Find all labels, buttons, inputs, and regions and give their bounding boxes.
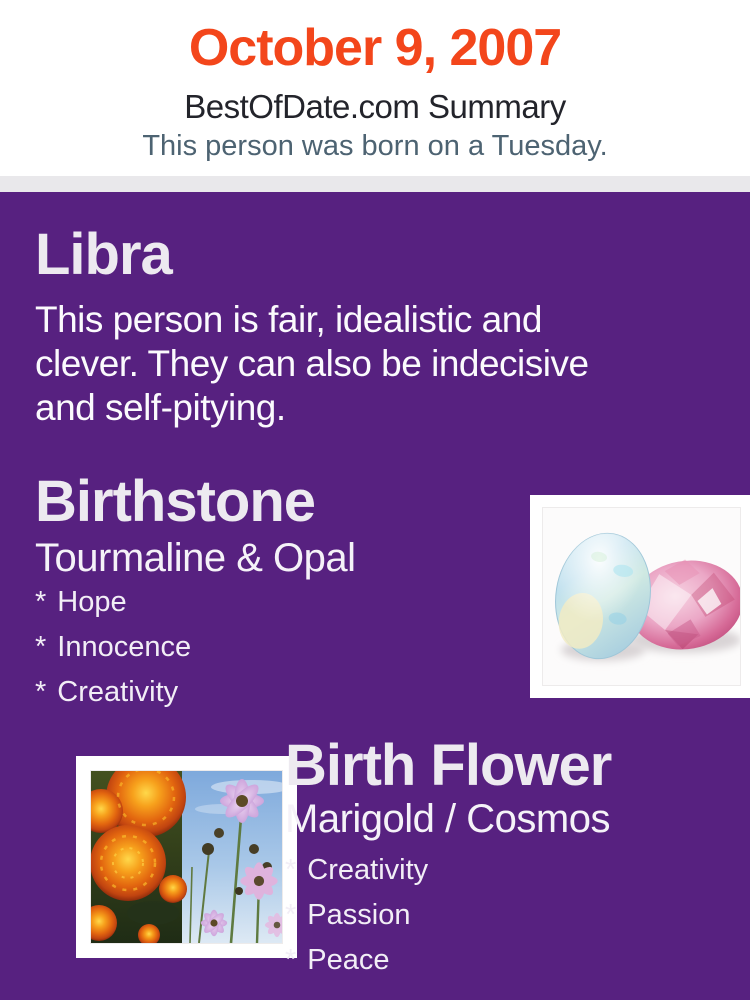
birth-flower-trait-item — [285, 848, 428, 893]
birthstone-traits-list — [35, 580, 191, 715]
zodiac-description: This person is fair, idealistic and clever. They can also be indecisive and self-pitying. — [35, 299, 589, 428]
birth-flower-trait-item — [285, 938, 428, 983]
trait-label: Hope — [57, 586, 127, 618]
birthstone-names: Tourmaline & Opal — [35, 536, 356, 580]
trait-label: Passion — [307, 899, 411, 931]
birth-flower-trait-item — [285, 893, 428, 938]
opal-tourmaline-image — [543, 508, 740, 685]
summary-content — [0, 192, 750, 1000]
asterisk-bullet: * — [285, 854, 297, 886]
birth-flower-traits-list — [285, 848, 428, 983]
site-summary-title: BestOfDate.com Summary — [184, 88, 566, 125]
marigold-photo-half — [91, 771, 187, 943]
trait-label: Creativity — [57, 676, 179, 708]
asterisk-bullet: * — [35, 676, 47, 708]
birth-flower-photo — [76, 756, 297, 958]
birthstone-heading: Birthstone — [35, 469, 315, 534]
date-title: October 9, 2007 — [188, 19, 562, 77]
zodiac-sign-heading: Libra — [35, 222, 172, 287]
cosmos-photo-half — [182, 771, 282, 943]
gemstones-graphic — [543, 508, 740, 685]
asterisk-bullet: * — [285, 899, 297, 931]
asterisk-bullet: * — [285, 944, 297, 976]
asterisk-bullet: * — [35, 631, 47, 663]
trait-label: Peace — [307, 944, 390, 976]
asterisk-bullet: * — [35, 586, 47, 618]
header-divider — [0, 176, 750, 192]
marigold-cosmos-image — [91, 771, 282, 943]
flowers-graphic — [91, 771, 282, 943]
birthstone-trait-item — [35, 580, 191, 625]
trait-label: Innocence — [57, 631, 192, 663]
birthstone-photo — [530, 495, 750, 698]
birthstone-trait-item — [35, 625, 191, 670]
birthstone-trait-item — [35, 670, 191, 715]
birth-flower-heading: Birth Flower — [285, 733, 612, 798]
weekday-note: This person was born on a Tuesday. — [142, 130, 608, 162]
birth-flower-names: Marigold / Cosmos — [285, 797, 610, 841]
trait-label: Creativity — [307, 854, 429, 886]
